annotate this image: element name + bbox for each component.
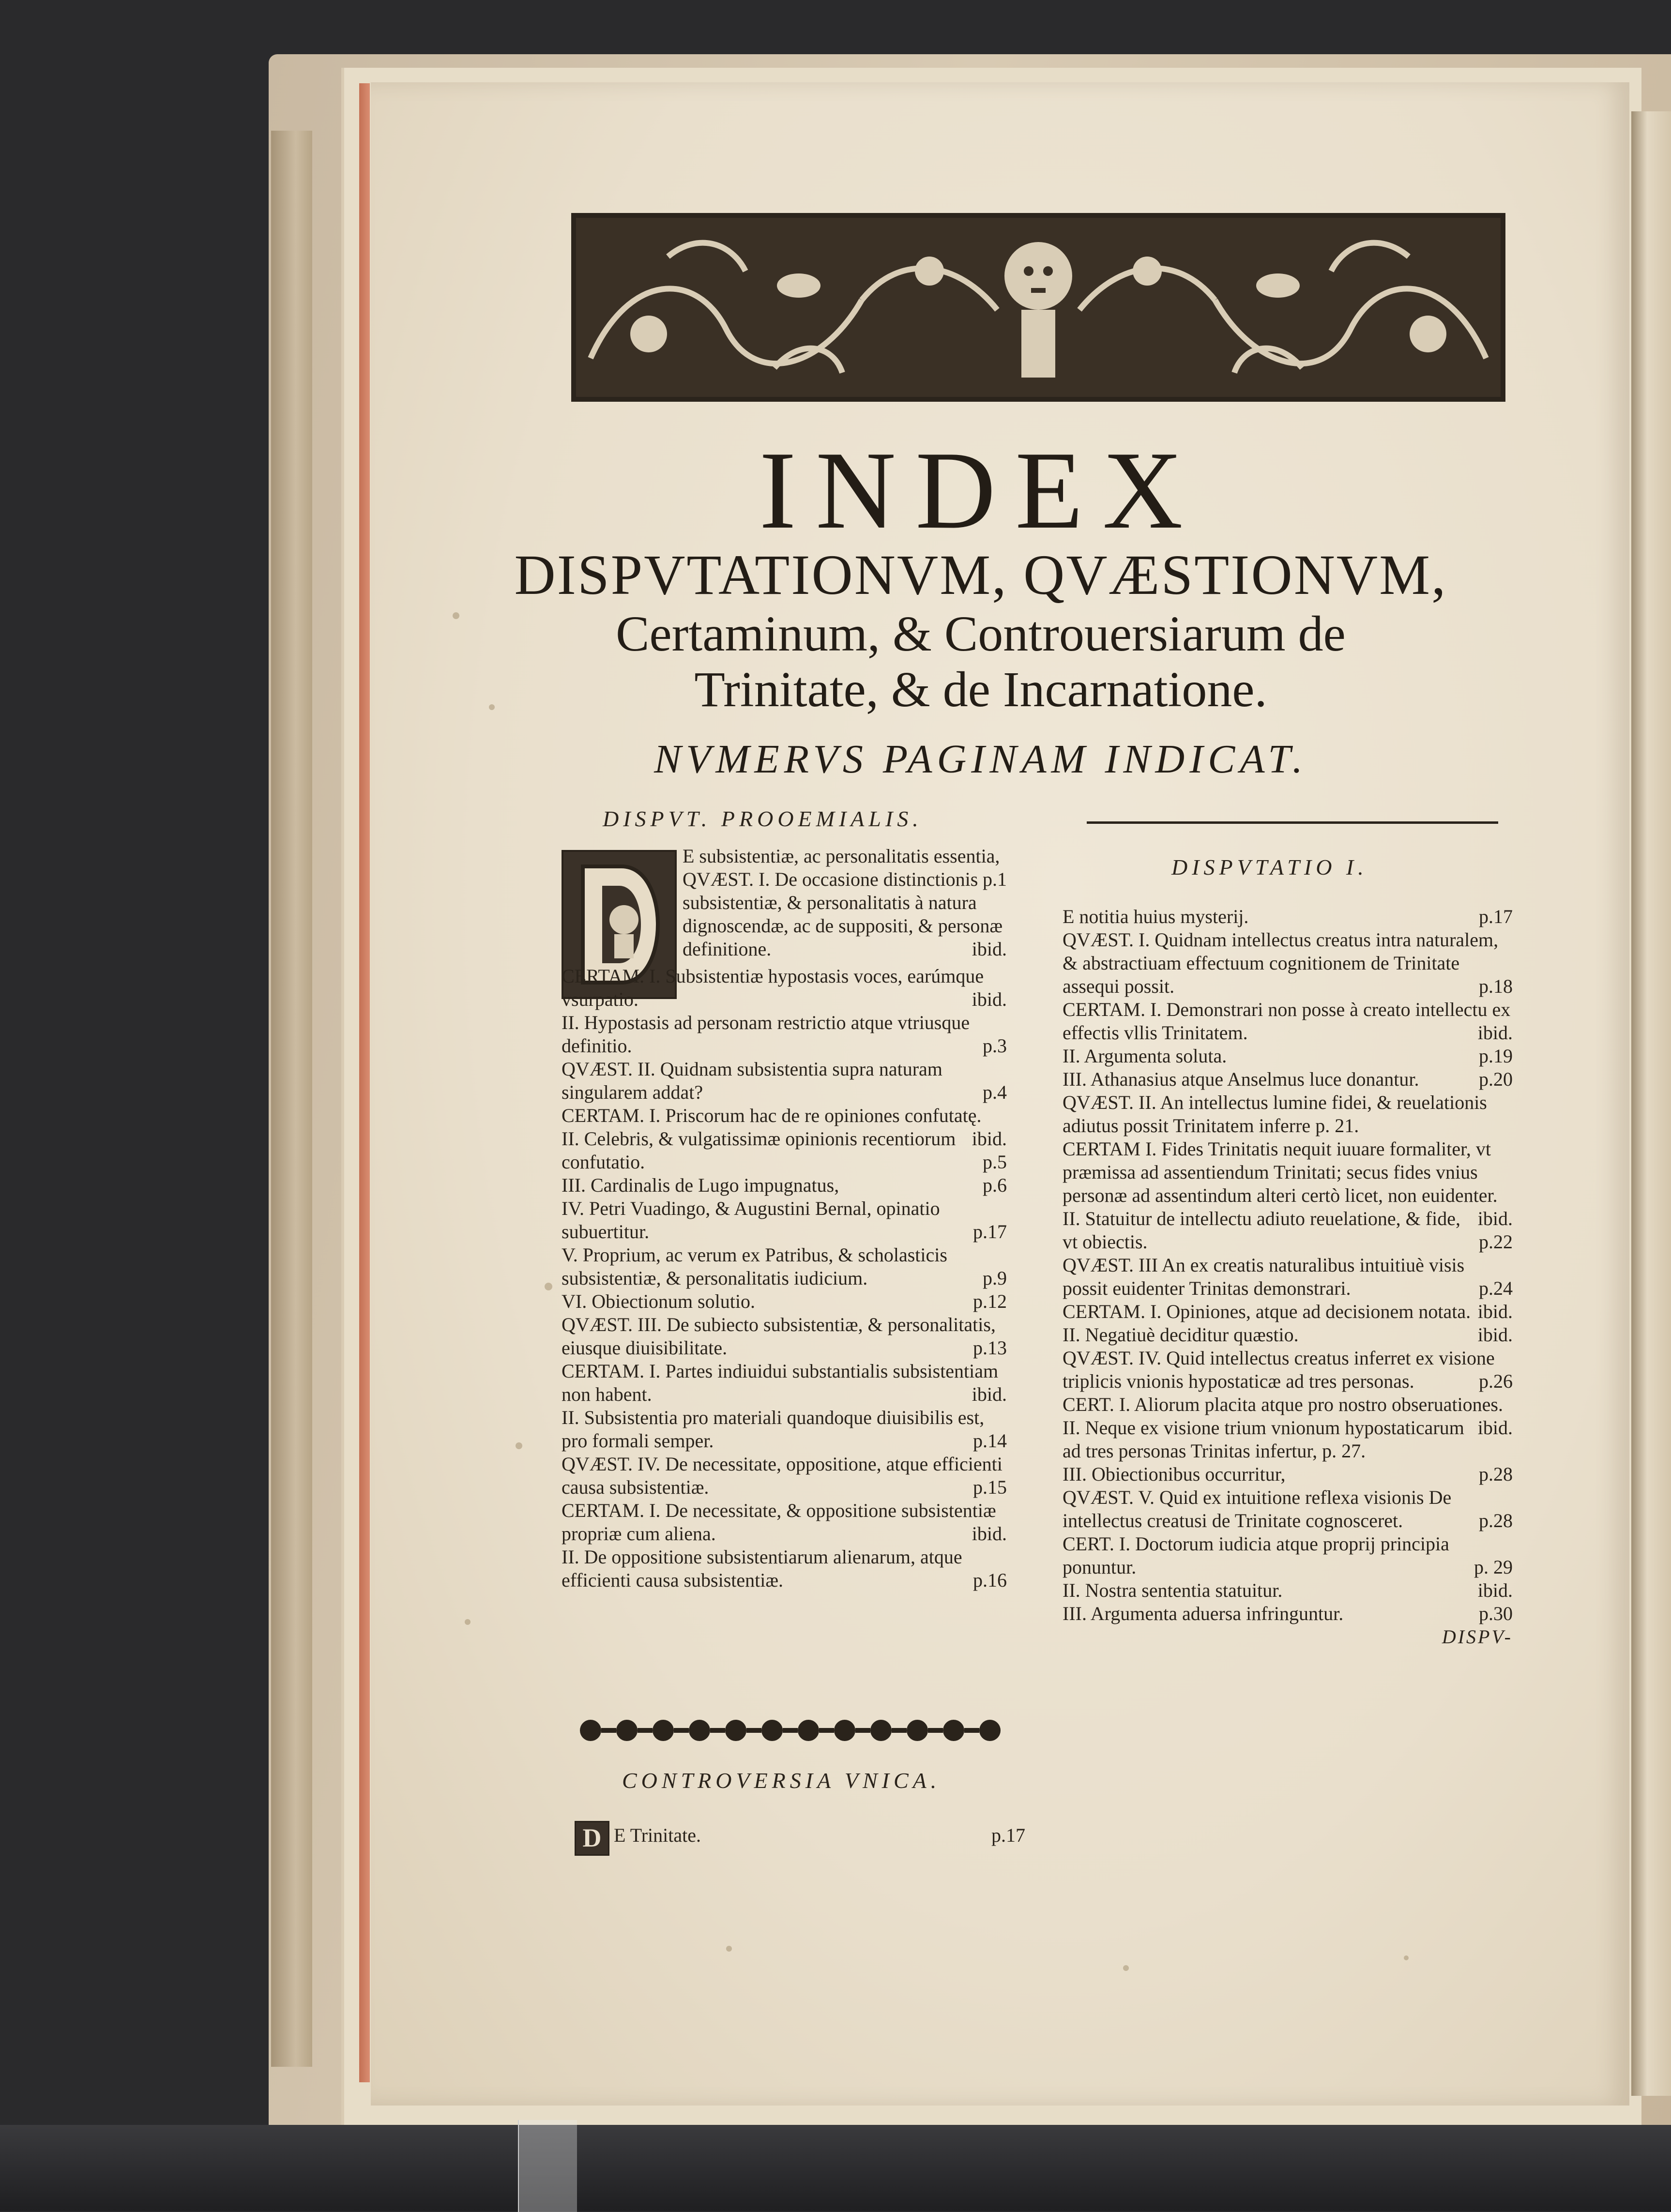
entry-page: p.28 [1479, 1510, 1513, 1531]
paper-stain [516, 1442, 522, 1449]
list-item [562, 1499, 1007, 1545]
entry-text: III. Argumenta aduersa infringuntur. [1063, 1603, 1344, 1624]
entry-page: p.5 [983, 1151, 1007, 1173]
entry-text: VI. Obiectionum solutio. [562, 1290, 755, 1312]
entry-text: QVÆST. I. De occasione distinctionis subsistentiæ, & personalitatis à natura dignoscendæ, ac de suppositi, & personæ definitione. [683, 868, 1003, 960]
list-item [1063, 1068, 1513, 1091]
entry-page: ibid. [972, 1128, 1007, 1150]
list-item [562, 1406, 1007, 1453]
paper-stain [726, 1946, 732, 1952]
small-initial-D-icon: D [575, 1821, 609, 1856]
entry-text: IV. Petri Vuadingo, & Augustini Bernal, opinatio subuertitur. [562, 1197, 940, 1242]
list-item [1063, 1486, 1513, 1532]
list-item [1063, 1602, 1513, 1625]
entry-page: p.14 [973, 1430, 1007, 1452]
list-item [1063, 1416, 1513, 1463]
entry-text: II. Subsistentia pro materiali quandoque diuisibilis est, pro formali semper. [562, 1407, 985, 1452]
list-item [562, 1313, 1007, 1360]
title-line-2: Certaminum, & Controuersiarum de [616, 606, 1346, 662]
entry-text: CERTAM. I. Opiniones, atque ad decisionem notata. [1063, 1301, 1471, 1322]
title-line-3: Trinitate, & de Incarnatione. [694, 662, 1267, 717]
list-item [1063, 1323, 1513, 1347]
entry-text: QVÆST. III. De subiecto subsistentiæ, & personalitatis, eiusque diuisibilitate. [562, 1314, 996, 1359]
paper-stain [453, 612, 459, 619]
list-item [1063, 1393, 1513, 1439]
column-rule [1087, 821, 1498, 824]
list-item [562, 1243, 1007, 1290]
entry-text: QVÆST. IV. Quid intellectus creatus inferret ex visione triplicis vnionis hypostaticæ ad tres personas. [1063, 1347, 1495, 1392]
entry-page: ibid. [1477, 1022, 1513, 1044]
list-item [1063, 1045, 1513, 1068]
entry-page: ibid. [1477, 1301, 1513, 1322]
left-column [562, 845, 1007, 1592]
list-item [562, 1127, 1007, 1174]
entry-page: p.16 [973, 1569, 1007, 1591]
entry-page: ibid. [972, 1383, 1007, 1405]
controversia-heading: CONTROVERSIA VNICA. [622, 1768, 941, 1793]
entry-text: CERTAM. I. De necessitate, & oppositione subsistentiæ propriæ cum aliena. [562, 1500, 996, 1545]
index-title: INDEX [759, 428, 1202, 552]
entry-text: II. Nostra sententia statuitur. [1063, 1579, 1283, 1601]
list-item [562, 1058, 1007, 1104]
list-item [562, 1545, 1007, 1592]
entry-page: p.19 [1479, 1045, 1513, 1067]
list-item [1063, 1137, 1513, 1229]
entry-text: QVÆST. II. An intellectus lumine fidei, & reuelationis adiutus possit Trinitatem inferre p. 21. [1063, 1091, 1487, 1136]
entry-text: CERT. I. Aliorum placita atque pro nostro obseruationes. [1063, 1394, 1503, 1415]
catchword: DISPV- [1442, 1626, 1513, 1648]
list-item [562, 1104, 1007, 1150]
entry-text: CERTAM I. Fides Trinitatis nequit iuuare formaliter, vt præmissa ad assentiendum Trinitati; secus fides vnius personæ ad assentindum alteri certò licet, non euidenter. [1063, 1138, 1498, 1206]
entry-page: p.20 [1479, 1068, 1513, 1090]
list-item [562, 965, 1007, 1011]
list-item [562, 1174, 1007, 1197]
list-item [1063, 1579, 1513, 1602]
entry-text: CERTAM. I. Partes indiuidui substantialis subsistentiam non habent. [562, 1360, 999, 1405]
entry-page: p.15 [973, 1476, 1007, 1498]
list-item [562, 1290, 1007, 1313]
paper-stain [489, 704, 495, 710]
list-item [1063, 1207, 1513, 1254]
list-item [562, 868, 1007, 965]
numerus-subtitle: NVMERVS PAGINAM INDICAT. [654, 737, 1307, 782]
list-item [1063, 928, 1513, 998]
entry-page: p. 29 [1474, 1556, 1513, 1578]
entry-text: II. Celebris, & vulgatissimæ opinionis recentiorum confutatio. [562, 1128, 956, 1173]
entry-page: p.24 [1479, 1277, 1513, 1299]
list-item [562, 1453, 1007, 1499]
scanner-stand [0, 2125, 1671, 2211]
list-item [1063, 1300, 1513, 1323]
entry-text: E subsistentiæ, ac personalitatis essentia, [683, 845, 1000, 867]
entry-text: QVÆST. V. Quid ex intuitione reflexa visionis De intellectus creatusi de Trinitate cognosceret. [1063, 1486, 1452, 1531]
entry-page: p.4 [983, 1081, 1007, 1103]
entry-text: V. Proprium, ac verum ex Patribus, & scholasticis subsistentiæ, & personalitatis iudicium. [562, 1244, 947, 1289]
facing-page-edge [1631, 111, 1671, 2096]
list-item [1063, 1463, 1513, 1486]
entry-text: CERTAM. I. Priscorum hac de re opiniones confutatę. [562, 1105, 982, 1126]
entry-text: II. Neque ex visione trium vnionum hypostaticarum ad tres personas Trinitas infertur, p. 27. [1063, 1417, 1464, 1462]
cover-edge [271, 131, 312, 2067]
entry-text: CERTAM. I. Subsistentiæ hypostasis voces, earúmque vsurpatio. [562, 965, 984, 1010]
entry-page: p.22 [1479, 1231, 1513, 1253]
right-column-heading: DISPVTATIO I. [1171, 855, 1368, 879]
list-item [1063, 905, 1513, 928]
entry-page: p.12 [973, 1290, 1007, 1312]
entry-page: ibid. [1477, 1417, 1513, 1439]
list-item [1063, 1532, 1513, 1579]
entry-page: p.1 [983, 868, 1007, 890]
title-line-1: DISPVTATIONVM, QVÆSTIONVM, [514, 543, 1447, 606]
entry-page: ibid. [1477, 1324, 1513, 1346]
entry-page: p.6 [983, 1174, 1007, 1196]
list-item [1063, 1091, 1513, 1137]
entry-text: CERTAM. I. Demonstrari non posse à creato intellectu ex effectis vllis Trinitatem. [1063, 999, 1511, 1044]
entry-page: ibid. [972, 988, 1007, 1010]
list-item [1063, 998, 1513, 1045]
entry-page: ibid. [972, 1523, 1007, 1545]
entry-page: p.28 [1479, 1463, 1513, 1485]
entry-text: QVÆST. IV. De necessitate, oppositione, atque efficienti causa subsistentiæ. [562, 1453, 1003, 1498]
entry-page: p.17 [973, 1221, 1007, 1242]
entry-text: E notitia huius mysterij. [1063, 906, 1249, 927]
entry-text: III. Athanasius atque Anselmus luce donantur. [1063, 1068, 1419, 1090]
red-page-edge [359, 83, 370, 2082]
paper-stain [465, 1619, 471, 1625]
paper-stain [1404, 1955, 1409, 1960]
entry-page: p.9 [983, 1267, 1007, 1289]
entry-text: E Trinitate. [614, 1824, 701, 1846]
list-item [562, 1360, 1007, 1406]
fleuron-row-icon [571, 1713, 1026, 1747]
left-column-heading: DISPVT. PROOEMIALIS. [603, 806, 923, 831]
scanner-clip [518, 2120, 577, 2212]
entry-page: ibid. [972, 938, 1007, 960]
entry-text: II. Negatiuè deciditur quæstio. [1063, 1324, 1299, 1346]
entry-page: p.17 [1479, 906, 1513, 927]
entry-text: QVÆST. II. Quidnam subsistentia supra naturam singularem addat? [562, 1058, 942, 1103]
right-column [1063, 905, 1513, 1649]
entry-text: II. Argumenta soluta. [1063, 1045, 1227, 1067]
list-item [1063, 1347, 1513, 1393]
list-item [562, 1011, 1007, 1058]
entry-text: II. De oppositione subsistentiarum alienarum, atque efficienti causa subsistentiæ. [562, 1546, 962, 1591]
entry-page: ibid. [1477, 1579, 1513, 1601]
entry-text: II. Statuitur de intellectu adiuto reuelatione, & fide, vt obiectis. [1063, 1208, 1460, 1253]
list-item [562, 1197, 1007, 1243]
entry-page: ibid. [1477, 1208, 1513, 1229]
paper-stain [1123, 1965, 1129, 1971]
entry-text: III. Cardinalis de Lugo impugnatus, [562, 1174, 839, 1196]
controversia-entry [614, 1824, 1025, 1847]
entry-page: p.13 [973, 1337, 1007, 1359]
entry-text: CERT. I. Doctorum iudicia atque proprij principia ponuntur. [1063, 1533, 1449, 1578]
entry-text: II. Hypostasis ad personam restrictio atque vtriusque definitio. [562, 1012, 970, 1057]
entry-page: p.17 [991, 1824, 1025, 1846]
entry-page: p.26 [1479, 1370, 1513, 1392]
entry-page: p.3 [983, 1035, 1007, 1057]
entry-page: p.30 [1479, 1603, 1513, 1624]
list-item [562, 845, 1007, 890]
floral-headpiece-ornament-icon [571, 213, 1505, 402]
entry-text: III. Obiectionibus occurritur, [1063, 1463, 1286, 1485]
entry-text: QVÆST. III An ex creatis naturalibus intuitiuè visis possit euidenter Trinitas demonstrari. [1063, 1254, 1465, 1299]
paper-stain [545, 1283, 552, 1290]
list-item [1063, 1254, 1513, 1300]
entry-text: QVÆST. I. Quidnam intellectus creatus intra naturalem, & abstractiuam effectuum cognitionem de Trinitate assequi possit. [1063, 929, 1499, 997]
entry-page: p.18 [1479, 975, 1513, 997]
